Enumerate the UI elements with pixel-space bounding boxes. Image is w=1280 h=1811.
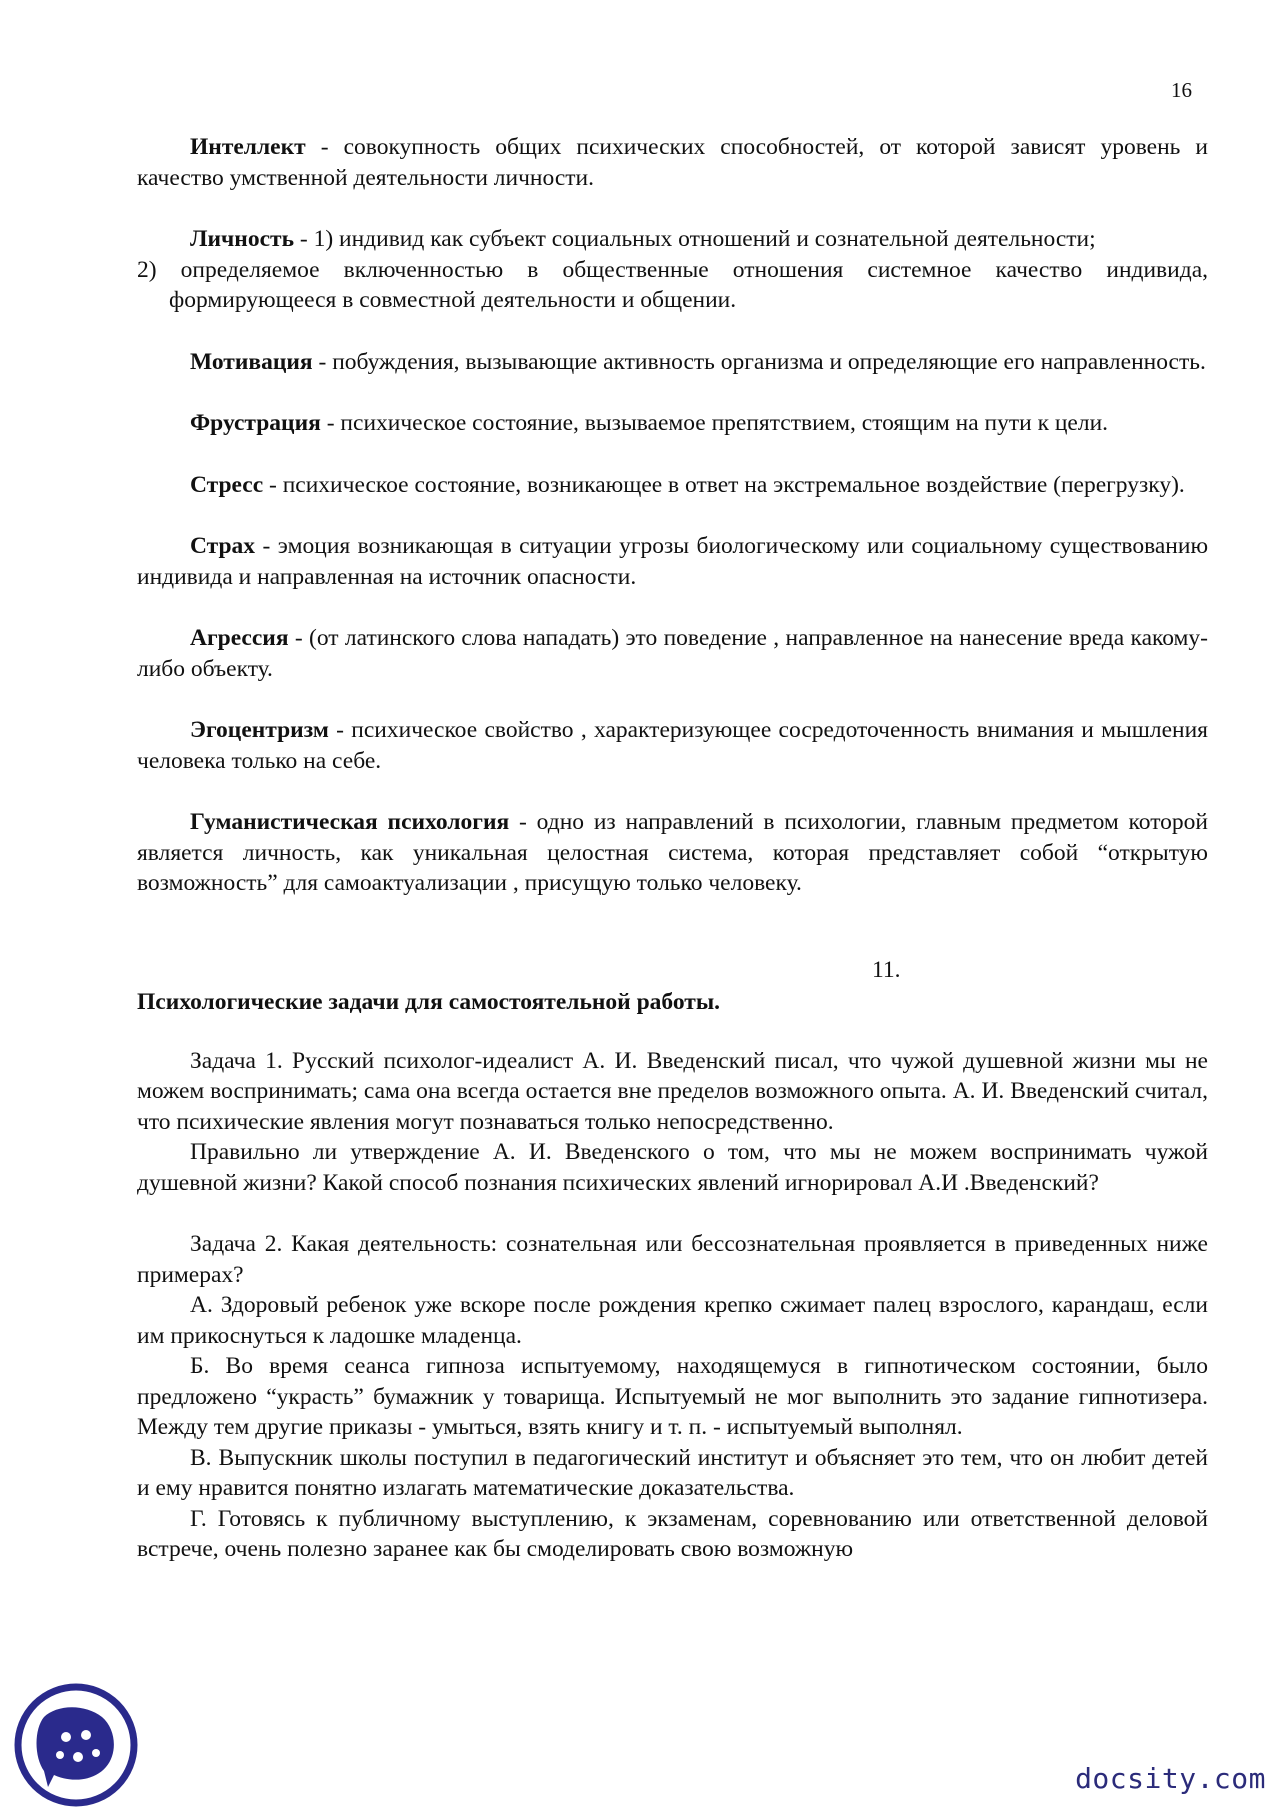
term-frustration — [137, 408, 1208, 439]
task-2-example-c: В. Выпускник школы поступил в педагогический институт и объясняет это тем, что он любит детей и ему нравится понятно излагать математические доказательства. — [137, 1444, 1208, 1501]
term-definition: - побуждения, вызывающие активность организма и определяющие его направленность. — [312, 348, 1206, 375]
term-egocentrism — [137, 715, 1208, 776]
task-2-example-d: Г. Готовясь к публичному выступлению, к экзаменам, соревнованию или ответственной деловой встрече, очень полезно заранее как бы смоделировать свою возможную — [137, 1505, 1208, 1562]
docsity-logo-icon — [14, 1683, 138, 1807]
term-definition: - психическое состояние, вызываемое препятствием, стоящим на пути к цели. — [320, 410, 1109, 436]
task-1-statement: Задача 1. Русский психолог-идеалист А. И. Введенский писал, что чужой душевной жизни мы не можем воспринимать; сама она всегда остается вне пределов возможного опыта. А. И. Введенский считал, что психические явления могут познаваться только непосредственно. — [137, 1047, 1208, 1135]
page-number: 16 — [1171, 78, 1192, 102]
task-2-statement: Задача 2. Какая деятельность: сознательная или бессознательная проявляется в приведенных ниже примерах? — [137, 1231, 1208, 1288]
term-title: Фрустрация — [190, 410, 321, 436]
section-number: 11. — [872, 956, 901, 983]
section-title: Психологические задачи для самостоятельной работы. — [137, 989, 721, 1015]
spacer — [137, 1198, 1208, 1229]
term-title: Гуманистическая психология — [190, 809, 510, 835]
task-2-example-b: Б. Во время сеанса гипноза испытуемому, находящемуся в гипнотическом состоянии, было предложено “украсть” бумажник у товарища. Испытуемый не мог выполнить это задание гипнотизера. Между тем другие приказы - умыться, взять книгу и т. п. - испытуемый выполнял. — [137, 1353, 1208, 1440]
term-title: Интеллект — [190, 134, 306, 160]
term-title: Личность — [190, 226, 294, 252]
term-stress — [137, 470, 1208, 501]
term-personality — [137, 224, 1208, 316]
term-title: Эгоцентризм — [190, 717, 329, 743]
document-body — [137, 132, 1208, 1565]
task-2-example-a: А. Здоровый ребенок уже вскоре после рождения крепко сжимает палец взрослого, карандаш, если им прикоснуться к ладошке младенца. — [137, 1292, 1208, 1349]
task-1-question: Правильно ли утверждение А. И. Введенского о том, что мы не можем воспринимать чужой душевной жизни? Какой способ познания психических явлений игнорировал А.И .Введенский? — [137, 1139, 1208, 1196]
term-definition: - совокупность общих психических способностей, от которой зависят уровень и качество умственной деятельности личности. — [137, 134, 1208, 191]
docsity-watermark: docsity.com — [1075, 1762, 1266, 1795]
term-fear — [137, 531, 1208, 592]
term-definition: - эмоция возникающая в ситуации угрозы биологическому или социальному существованию индивида и направленная на источник опасности. — [137, 533, 1208, 590]
term-title: Страх — [190, 533, 256, 559]
term-humanistic-psychology — [137, 807, 1208, 899]
term-definition: - психическое свойство , характеризующее сосредоточенность внимания и мышления человека только на себе. — [137, 717, 1208, 774]
term-definition: - 1) индивид как субъект социальных отношений и сознательной деятельности; — [294, 226, 1096, 252]
term-definition-part2: 2) определяемое включенностью в общественные отношения системное качество индивида, формирующееся в совместной деятельности и общении. — [137, 256, 1208, 313]
term-definition: - (от латинского слова нападать) это поведение , направленное на нанесение вреда какому-либо объекту. — [137, 625, 1208, 682]
term-aggression — [137, 623, 1208, 684]
term-motivation — [137, 347, 1208, 378]
term-title: Агрессия — [190, 625, 289, 651]
term-definition: - одно из направлений в психологии, главным предметом которой является личность, как уникальная целостная система, которая представляет собой “открытую возможность” для самоактуализации , присущую только человеку. — [137, 809, 1208, 896]
term-title: Мотивация — [190, 348, 313, 375]
term-definition: - психическое состояние, возникающее в ответ на экстремальное воздействие (перегрузку). — [263, 471, 1185, 498]
term-title: Стресс — [190, 471, 264, 498]
term-intellect — [137, 132, 1208, 193]
